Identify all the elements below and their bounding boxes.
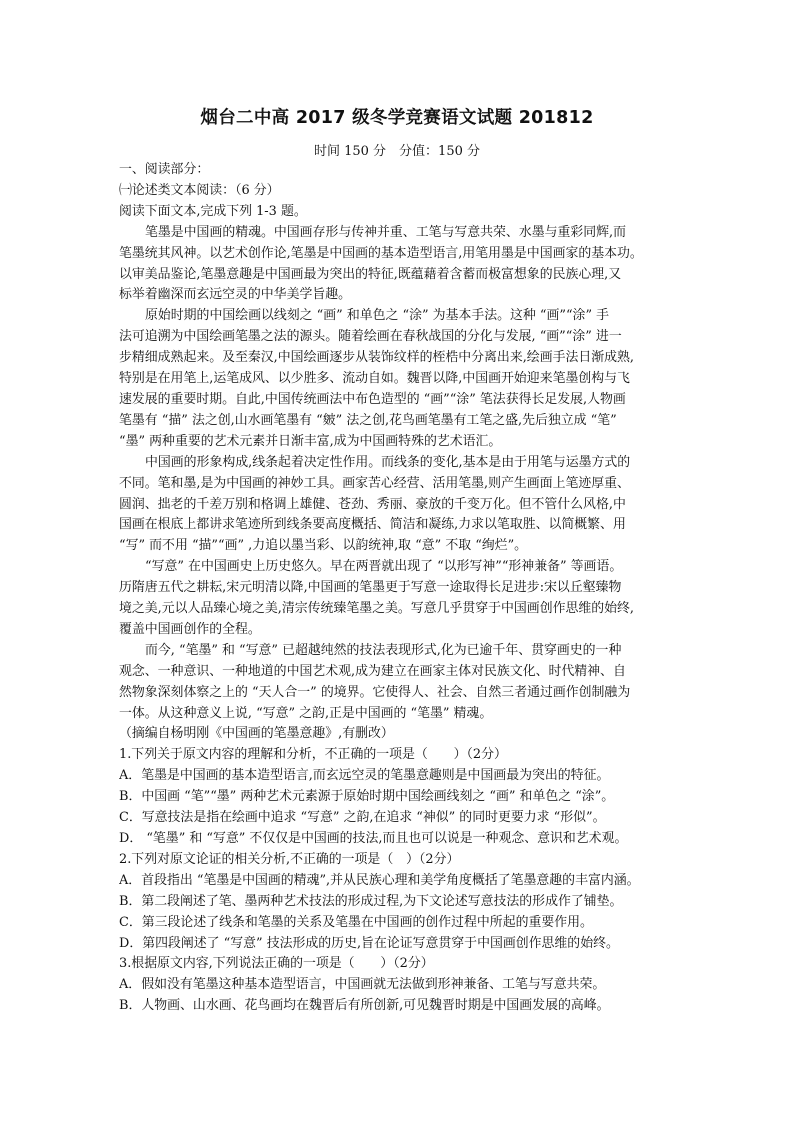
passage-line: 不同。笔和墨,是为中国画的神妙工具。画家苦心经营、活用笔墨,则产生画面上笔迹厚重、 (119, 475, 630, 491)
passage-line: 而今, “笔墨” 和 “写意” 已超越纯然的技法表现形式,化为已逾千年、贯穿画史的一种 (145, 642, 622, 658)
passage-line: 笔墨有 “描” 法之创,山水画笔墨有 “皴” 法之创,花鸟画笔墨有工笔之盛,先后独立成 “笔” (119, 412, 617, 428)
passage-line: 国画在根底上都讲求笔迹所到线条要高度概括、简洁和凝练,力求以笔取胜、以简概繁、用 (119, 517, 626, 533)
passage-line: 然物象深刻体察之上的 “天人合一” 的境界。它使得人、社会、自然三者通过画作创制融为 (119, 684, 631, 700)
passage-line: 一体。从这种意义上说, “写意” 之韵,正是中国画的 “笔墨” 精魂。 (119, 705, 493, 721)
passage-line: 观念、一种意识、一种地道的中国艺术观,成为建立在画家主体对民族文化、时代精神、自 (119, 663, 626, 679)
question-2-option-d: D．第四段阐述了 “写意” 技法形成的历史,旨在论证写意贯穿于中国画创作思维的始终。 (119, 935, 619, 951)
question-1-option-d: D． “笔墨” 和 “写意” 不仅仅是中国画的技法,而且也可以说是一种观念、意识和艺术观。 (119, 831, 628, 846)
section-subheading: ㈠论述类文本阅读：（6 分） (119, 182, 280, 198)
passage-line: 中国画的形象构成,线条起着决定性作用。而线条的变化,基本是由于用笔与运墨方式的 (145, 454, 631, 470)
question-2-option-a: A．首段指出 “笔墨是中国画的精魂”,并从民族心理和美学角度概括了笔墨意趣的丰富内涵。 (119, 872, 640, 888)
question-1-option-b: B．中国画 “笔”“墨” 两种艺术元素源于原始时期中国绘画线刻之 “画” 和单色之 “涂”。 (119, 789, 615, 805)
passage-paragraph-5 (119, 641, 675, 725)
passage-line: 历隋唐五代之耕耘,宋元明清以降,中国画的笔墨更于写意一途取得长足进步:宋以丘壑臻物 (119, 580, 622, 596)
question-1-option-c: C．写意技法是指在绘画中追求 “写意” 之韵,在追求 “神似” 的同时更要力求 “形似”。 (119, 810, 606, 826)
passage-line: 标举着幽深而玄远空灵的中华美学旨趣。 (119, 287, 352, 303)
passage-line: 笔墨是中国画的精魂。中国画存形与传神并重、工笔与写意共荣、水墨与重彩同辉,而 (145, 224, 627, 240)
exam-meta: 时间 150 分 分值：150 分 (313, 144, 481, 159)
passage-paragraph-2 (119, 306, 675, 452)
question-3-option-b: B．人物画、山水画、花鸟画均在魏晋后有所创新,可见魏晋时期是中国画发展的高峰。 (119, 998, 610, 1014)
question-3-stem: 3.根据原文内容,下列说法正确的一项是（ ）（2分） (119, 956, 434, 972)
question-2-option-c: C．第三段论述了线条和笔墨的关系及笔墨在中国画的创作过程中所起的重要作用。 (119, 914, 593, 930)
exam-body (119, 160, 675, 1017)
passage-paragraph-1 (119, 223, 675, 307)
passage-line: “写” 而不用 “描”“画” ,力追以墨当彩、以韵统神,取 “意” 不取 “绚烂”。 (119, 538, 528, 554)
passage-line: 笔墨统其风神。以艺术创作论,笔墨是中国画的基本造型语言,用笔用墨是中国画家的基本功。 (119, 245, 643, 261)
passage-paragraph-3 (119, 453, 675, 558)
passage-line: 以审美品鉴论,笔墨意趣是中国画最为突出的特征,既蕴藉着含蓄而极富想象的民族心理,又 (119, 266, 622, 282)
exam-title: 烟台二中高 2017 级冬学竞赛语文试题 201812 (200, 108, 594, 128)
passage-line: 境之美,元以人品臻心境之美,清宗传统臻笔墨之美。写意几乎贯穿于中国画创作思维的始终, (119, 601, 635, 617)
passage-line: 特别是在用笔上,运笔成风、以少胜多、流动自如。魏晋以降,中国画开始迎来笔墨创构与飞 (119, 371, 630, 387)
passage-line: 圆润、拙老的千差万别和格调上雄健、苍劲、秀丽、豪放的千变万化。但不管什么风格,中 (119, 496, 626, 512)
section-heading: 一、阅读部分： (119, 162, 210, 177)
passage-paragraph-4 (119, 557, 675, 641)
question-2-stem: 2.下列对原文论证的相关分析,不正确的一项是（ ）（2分） (119, 851, 460, 867)
passage-line: 原始时期的中国绘画以线刻之 “画” 和单色之 “涂” 为基本手法。这种 “画”“涂” 手 (145, 308, 610, 324)
question-1-option-a: A．笔墨是中国画的基本造型语言,而玄远空灵的笔墨意趣则是中国画最为突出的特征。 (119, 768, 610, 784)
passage-line: 法可追溯为中国绘画笔墨之法的源头。随着绘画在春秋战国的分化与发展, “画”“涂” 进一 (119, 329, 622, 345)
passage-source: （摘编自杨明刚《中国画的笔墨意趣》,有删改） (119, 726, 394, 742)
passage-line: 速发展的重要时期。自此,中国传统画法中布色造型的 “画”“涂” 笔法获得长足发展,人物画 (119, 391, 626, 407)
question-3-option-a: A．假如没有笔墨这种基本造型语言，中国画就无法做到形神兼备、工笔与写意共荣。 (119, 977, 606, 993)
question-2-option-b: B．第二段阐述了笔、墨两种艺术技法的形成过程,为下文论述写意技法的形成作了铺垫。 (119, 893, 623, 909)
passage-line: “墨” 两种重要的艺术元素并日渐丰富,成为中国画特殊的艺术语汇。 (119, 433, 502, 449)
passage-line: 步精细成熟起来。及至秦汉,中国绘画逐步从装饰纹样的桎梏中分离出来,绘画手法日渐成熟, (119, 350, 635, 366)
reading-instruction: 阅读下面文本,完成下列 1-3 题。 (119, 203, 307, 219)
question-1-stem: 1.下列关于原文内容的理解和分析，不正确的一项是（ ）（2分） (119, 747, 507, 763)
passage-line: 覆盖中国画创作的全程。 (119, 621, 261, 637)
passage-line: “写意” 在中国画史上历史悠久。早在两晋就出现了 “以形写神”“形神兼备” 等画语。 (145, 559, 623, 575)
